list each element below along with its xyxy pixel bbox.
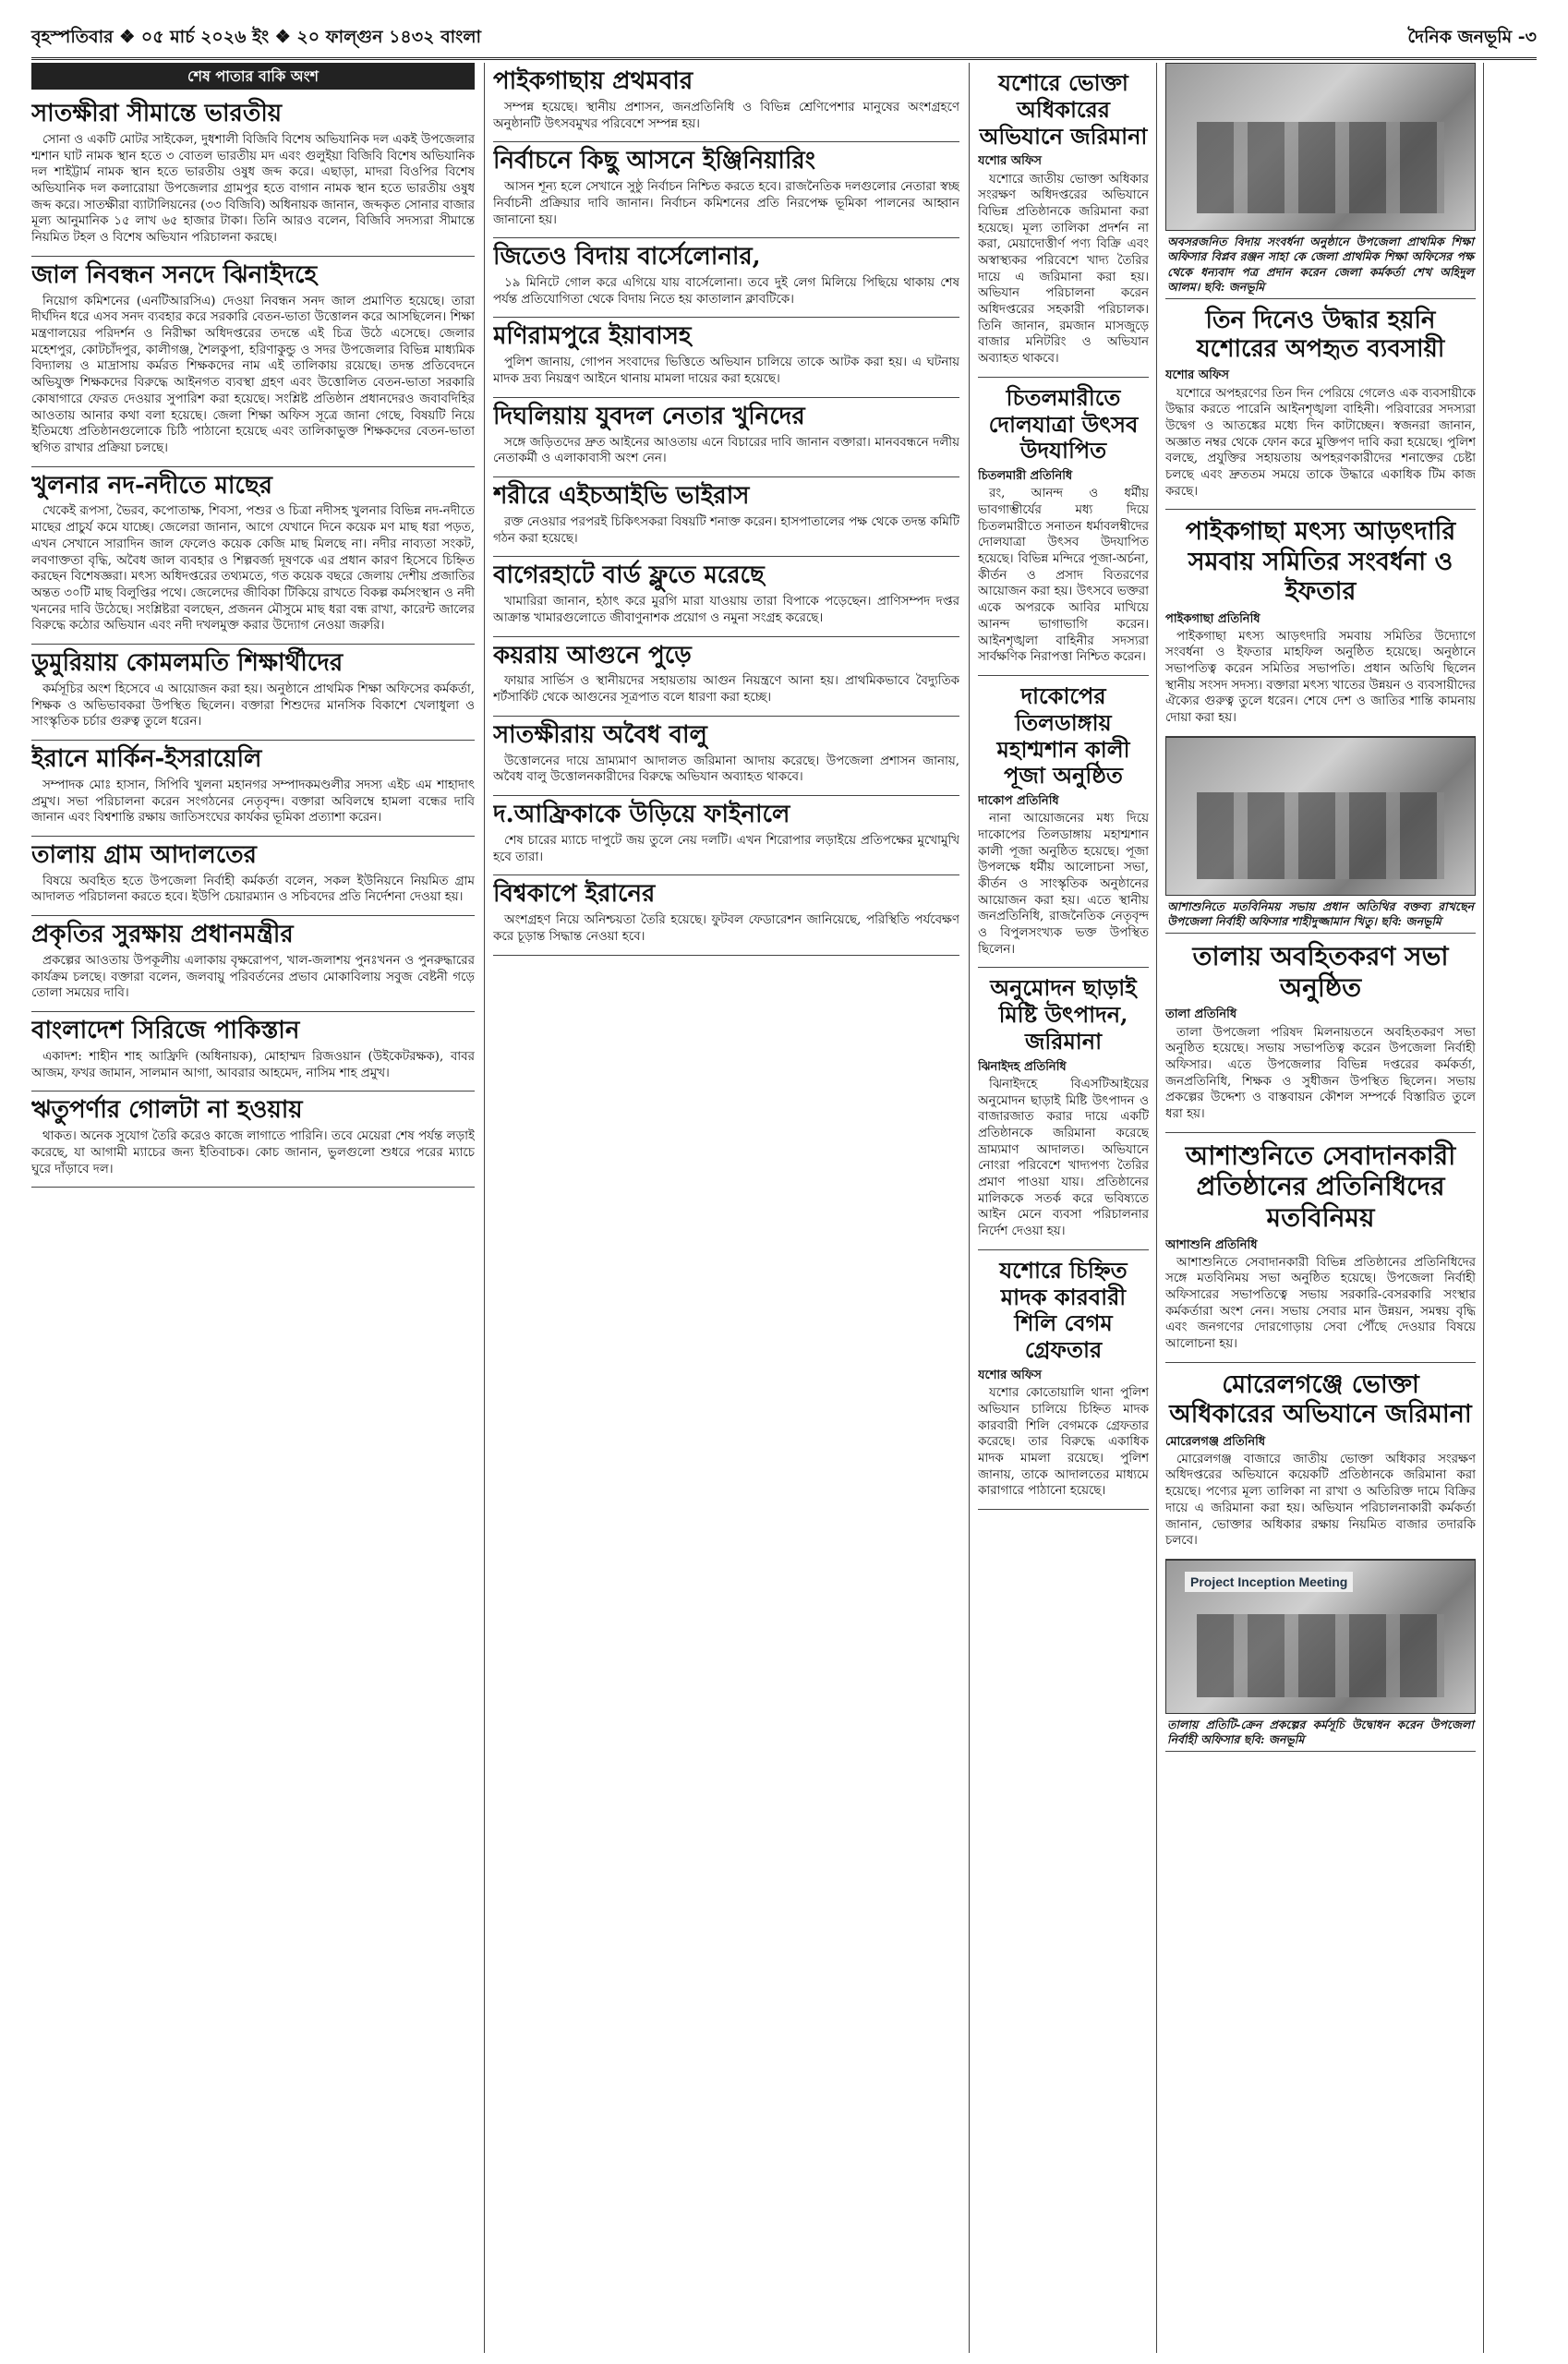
story-ashashuni-meeting — [1165, 1133, 1476, 1363]
news-story — [31, 645, 475, 741]
story-body: পুলিশ জানায়, গোপন সংবাদের ভিত্তিতে অভিযান চালিয়ে তাকে আটক করা হয়। এ ঘটনায় মাদক দ্রব্য নিয়ন্ত্রণ আইনে থানায় মামলা দায়ের করা হয়েছে। — [493, 356, 959, 387]
story-headline: যশোরে চিহ্নিত মাদক কারবারী শিলি বেগম গ্রেফতার — [999, 1256, 1128, 1364]
story-headline: শরীরে এইচআইভি ভাইরাস — [493, 482, 750, 511]
news-story — [31, 467, 475, 645]
news-story — [493, 717, 959, 796]
story-body: প্রকল্পের আওতায় উপকূলীয় এলাকায় বৃক্ষরোপণ, খাল-জলাশয় পুনঃখনন ও পুনরুদ্ধারের কার্যক্রম চলছে। বক্তারা বলেন, জলবায়ু পরিবর্তনের প্রভাব মোকাবিলায় সবুজ বেষ্টনী গড়ে তোলা সময়ের দাবি। — [31, 954, 475, 1001]
story-body: ঝিনাইদহে বিএসটিআইয়ের অনুমোদন ছাড়াই মিষ্টি উৎপাদন ও বাজারজাত করার দায়ে একটি প্রতিষ্ঠানকে জরিমানা করেছে ভ্রাম্যমাণ আদালত। অভিযানে নোংরা পরিবেশে খাদ্যপণ্য তৈরির প্রমাণ পাওয়া যায়। প্রতিষ্ঠানের মালিককে সতর্ক করে ভবিষ্যতে আইন মেনে ব্যবসা পরিচালনার নির্দেশ দেওয়া হয়। — [978, 1077, 1149, 1239]
story-body: যশোরে অপহরণের তিন দিন পেরিয়ে গেলেও এক ব্যবসায়ীকে উদ্ধার করতে পারেনি আইনশৃঙ্খলা বাহিনী। পরিবারের সদস্যরা উদ্বেগ ও আতঙ্কের মধ্যে দিন কাটাচ্ছেন। স্বজনরা জানান, অজ্ঞাত নম্বর থেকে ফোন করে মুক্তিপণ দাবি করা হয়েছে। পুলিশ বলছে, প্রযুক্তির সহায়তায় অপহরণকারীদের শনাক্তের চেষ্টা চলছে এবং দ্রুততম সময়ে তাকে উদ্ধারে একাধিক টিম কাজ করছে। — [1165, 386, 1476, 499]
story-headline: তিন দিনেও উদ্ধার হয়নি যশোরের অপহৃত ব্যবসায়ী — [1196, 307, 1445, 364]
column-5 — [1492, 63, 1559, 2344]
story-headline: বাংলাদেশ সিরিজে পাকিস্তান — [31, 1017, 300, 1045]
story-dateline: যশোর অফিস — [978, 154, 1042, 169]
news-story — [31, 95, 475, 257]
news-story — [493, 142, 959, 238]
column-2 — [493, 63, 959, 2344]
news-story — [978, 378, 1149, 676]
story-body: খেকেই রূপসা, ভৈরব, কপোতাক্ষ, শিবসা, পশুর ও চিত্রা নদীসহ খুলনার বিভিন্ন নদ-নদীতে মাছের প্রাচুর্য কমে যাচ্ছে। জেলেরা জানান, আগে যেখানে দিনে কয়েক মণ মাছ ধরা পড়ত, এখন সেখানে সারাদিন জাল ফেলেও কয়েক কেজি মাছ মিলছে না। নদীর নাব্যতা সংকট, লবণাক্ততা বৃদ্ধি, অবৈধ জাল ব্যবহার ও শিল্পবর্জ্য দূষণকে এর প্রধান কারণ হিসেবে চিহ্নিত করছেন বিশেষজ্ঞরা। মৎস্য অধিদপ্তরের তথ্যমতে, গত কয়েক বছরে জেলায় দেশীয় প্রজাতির অন্তত ৩০টি মাছ বিলুপ্তির পথে। জেলেদের জীবিকা টিকিয়ে রাখতে বিকল্প কর্মসংস্থান ও নদী খননের দাবি উঠেছে। সংশ্লিষ্টরা বলছেন, প্রজনন মৌসুমে মাছ ধরা বন্ধ রাখা, কারেন্ট জালের বিরুদ্ধে কঠোর অভিযান এবং নদী দখলমুক্ত করার উদ্যোগ নেওয়া জরুরি। — [31, 504, 475, 633]
photo-1-caption: অবসরজনিত বিদায় সংবর্ধনা অনুষ্ঠানে উপজেলা প্রাথমিক শিক্ষা অফিসার বিপ্লব রঞ্জন সাহা কে জেলা প্রাথমিক শিক্ষা অফিসের পক্ষ থেকে ধন্যবাদ পত্র প্রদান করেন জেলা কর্মকর্তা শেখ অহিদুল আলম। ছবি: জনভূমি — [1165, 231, 1476, 299]
story-body: যশোরে জাতীয় ভোক্তা অধিকার সংরক্ষণ অধিদপ্তরের অভিযানে বিভিন্ন প্রতিষ্ঠানকে জরিমানা করা হয়েছে। মূল্য তালিকা প্রদর্শন না করা, মেয়াদোত্তীর্ণ পণ্য বিক্রি এবং অস্বাস্থ্যকর পরিবেশে খাদ্য তৈরির দায়ে এ জরিমানা করা হয়। অভিযান পরিচালনা করেন অধিদপ্তরের সহকারী পরিচালক। তিনি জানান, রমজান মাসজুড়ে বাজার মনিটরিং ও অভিযান অব্যাহত থাকবে। — [978, 172, 1149, 367]
story-abducted-trader — [1165, 299, 1476, 510]
story-body: থাকত। অনেক সুযোগ তৈরি করেও কাজে লাগাতে পারিনি। তবে মেয়েরা শেষ পর্যন্ত লড়াই করেছে, যা আগামী ম্যাচের জন্য ইতিবাচক। কোচ জানান, ভুলগুলো শুধরে পরের ম্যাচে ঘুরে দাঁড়াবে দল। — [31, 1129, 475, 1176]
story-dateline: যশোর অফিস — [978, 1369, 1042, 1383]
story-body: একাদশ: শাহীন শাহ আফ্রিদি (অধিনায়ক), মোহাম্মদ রিজওয়ান (উইকেটরক্ষক), বাবর আজম, ফখর জামান, সালমান আগা, আবরার আহমেদ, নাসিম শাহ প্রমুখ। — [31, 1049, 475, 1080]
story-headline: জাল নিবন্ধন সনদে ঝিনাইদহে — [31, 260, 318, 289]
story-body: উত্তোলনের দায়ে ভ্রাম্যমাণ আদালত জরিমানা আদায় করেছে। উপজেলা প্রশাসন জানায়, অবৈধ বালু উত্তোলনকারীদের বিরুদ্ধে অভিযান অব্যাহত থাকবে। — [493, 754, 959, 785]
story-headline: দিঘলিয়ায় যুবদল নেতার খুনিদের — [493, 402, 805, 430]
story-body: সঙ্গে জড়িতদের দ্রুত আইনের আওতায় এনে বিচারের দাবি জানান বক্তারা। মানববন্ধনে দলীয় নেতাকর্মী ও এলাকাবাসী অংশ নেন। — [493, 435, 959, 466]
story-body: সম্পন্ন হয়েছে। স্থানীয় প্রশাসন, জনপ্রতিনিধি ও বিভিন্ন শ্রেণিপেশার মানুষের অংশগ্রহণে অনুষ্ঠানটি উৎসবমুখর পরিবেশে সম্পন্ন হয়। — [493, 100, 959, 131]
news-photo-3 — [1165, 1560, 1476, 1714]
story-headline: বিশ্বকাপে ইরানের — [493, 880, 656, 909]
story-headline: ইরানে মার্কিন-ইসরায়েলি — [31, 744, 262, 773]
news-story — [493, 796, 959, 875]
story-dateline: চিতলমারী প্রতিনিধি — [978, 469, 1073, 484]
news-story — [978, 63, 1149, 378]
story-morrelganj-fine — [1165, 1363, 1476, 1560]
story-body: বিষয়ে অবহিত হতে উপজেলা নির্বাহী কর্মকর্তা বলেন, সকল ইউনিয়নে নিয়মিত গ্রাম আদালত পরিচালনা করতে হবে। ইউপি চেয়ারম্যান ও সচিবদের প্রতি নির্দেশনা দেওয়া হয়। — [31, 874, 475, 905]
story-body: রং, আনন্দ ও ধর্মীয় ভাবগাম্ভীর্যের মধ্য দিয়ে চিতলমারীতে সনাতন ধর্মাবলম্বীদের দোলযাত্রা উৎসব উদযাপিত হয়েছে। বিভিন্ন মন্দিরে পূজা-অর্চনা, কীর্তন ও প্রসাদ বিতরণের আয়োজন করা হয়। উৎসবে ভক্তরা একে অপরকে আবির মাখিয়ে আনন্দ ভাগাভাগি করেন। আইনশৃঙ্খলা বাহিনীর সদস্যরা সার্বক্ষণিক নিরাপত্তা নিশ্চিত করেন। — [978, 487, 1149, 665]
photo-3-banner: Project Inception Meeting — [1185, 1572, 1353, 1592]
news-story — [493, 398, 959, 477]
story-body: পাইকগাছা মৎস্য আড়ৎদারি সমবায় সমিতির উদ্যোগে সংবর্ধনা ও ইফতার মাহফিল অনুষ্ঠিত হয়েছে। অনুষ্ঠানে সভাপতিত্ব করেন সমিতির সভাপতি। প্রধান অতিথি ছিলেন স্থানীয় সংসদ সদস্য। বক্তারা মৎস্য খাতের উন্নয়ন ও ব্যবসায়ীদের ঐক্যের গুরুত্ব তুলে ধরেন। শেষে দেশ ও জাতির শান্তি কামনায় দোয়া করা হয়। — [1165, 629, 1476, 726]
story-headline: মণিরামপুরে ইয়াবাসহ — [493, 322, 692, 351]
news-story — [31, 916, 475, 1012]
story-headline: বাগেরহাটে বার্ড ফ্লুতে মরেছে — [493, 561, 765, 590]
story-headline: প্রকৃতির সুরক্ষায় প্রধানমন্ত্রীর — [31, 921, 294, 949]
story-body: সম্পাদক মোঃ হাসান, সিপিবি খুলনা মহানগর সম্পাদকমণ্ডলীর সদস্য এইচ এম শাহাদাৎ প্রমুখ। সভা পরিচালনা করেন সংগঠনের নেতৃবৃন্দ। বক্তারা অবিলম্বে হামলা বন্ধের দাবি জানান এবং বিশ্বশান্তি রক্ষায় জাতিসংঘের কার্যকর ভূমিকা প্রত্যাশা করেন। — [31, 778, 475, 826]
story-body: আশাশুনিতে সেবাদানকারী বিভিন্ন প্রতিষ্ঠানের প্রতিনিধিদের সঙ্গে মতবিনিময় সভা অনুষ্ঠিত হয়েছে। উপজেলা নির্বাহী অফিসারের সভাপতিত্বে সভায় সরকারি-বেসরকারি সংস্থার কর্মকর্তারা অংশ নেন। সভায় সেবার মান উন্নয়ন, সমন্বয় বৃদ্ধি এবং জনগণের দোরগোড়ায় সেবা পৌঁছে দেওয়ার বিষয়ে আলোচনা হয়। — [1165, 1255, 1476, 1352]
story-headline: ঋতুপর্ণার গোলটা না হওয়ায় — [31, 1096, 303, 1125]
story-dateline: ঝিনাইদহ প্রতিনিধি — [978, 1059, 1067, 1074]
photo-3-caption: তালায় প্রতিটি-ক্রেন প্রকল্পের কর্মসূচি উদ্বোধন করেন উপজেলা নির্বাহী অফিসার ছবি: জনভূমি — [1165, 1714, 1476, 1753]
story-body: আসন শূন্য হলে সেখানে সুষ্ঠু নির্বাচন নিশ্চিত করতে হবে। রাজনৈতিক দলগুলোর নেতারা স্বচ্ছ নির্বাচনী প্রক্রিয়ার দাবি জানান। নির্বাচন কমিশনের প্রতি নিরপেক্ষ ভূমিকা পালনের আহ্বান জানানো হয়। — [493, 180, 959, 227]
page-header — [31, 20, 1537, 60]
news-story — [31, 837, 475, 916]
column-1 — [31, 63, 475, 2344]
story-body: ফায়ার সার্ভিস ও স্থানীয়দের সহায়তায় আগুন নিয়ন্ত্রণে আনা হয়। প্রাথমিকভাবে বৈদ্যুতিক শর্টসার্কিট থেকে আগুনের সূত্রপাত বলে ধারণা করা হচ্ছে। — [493, 674, 959, 706]
story-body: যশোর কোতোয়ালি থানা পুলিশ অভিযান চালিয়ে চিহ্নিত মাদক কারবারী শিলি বেগমকে গ্রেফতার করেছে। তার বিরুদ্ধে একাধিক মাদক মামলা রয়েছে। পুলিশ জানায়, তাকে আদালতের মাধ্যমে কারাগারে পাঠানো হয়েছে। — [978, 1386, 1149, 1499]
story-headline: পাইকগাছায় প্রথমবার — [493, 67, 694, 95]
news-photo-1 — [1165, 63, 1476, 231]
story-headline: নির্বাচনে কিছু আসনে ইঞ্জিনিয়ারিং — [493, 147, 815, 175]
news-story — [978, 968, 1149, 1249]
news-photo-2 — [1165, 737, 1476, 896]
news-story — [493, 875, 959, 955]
story-tala-briefing — [1165, 934, 1476, 1132]
header-masthead: দৈনিক জনভূমি -৩ — [1407, 27, 1537, 47]
news-story — [493, 557, 959, 636]
story-body: রক্ত নেওয়ার পরপরই চিকিৎসকরা বিষয়টি শনাক্ত করেন। হাসপাতালের পক্ষ থেকে তদন্ত কমিটি গঠন করা হয়েছে। — [493, 514, 959, 546]
story-headline: খুলনার নদ-নদীতে মাছের — [31, 471, 272, 500]
news-story — [978, 1250, 1149, 1510]
story-dateline: আশাশুনি প্রতিনিধি — [1165, 1237, 1258, 1252]
story-headline: জিতেও বিদায় বার্সেলোনার, — [493, 243, 761, 271]
news-story — [978, 676, 1149, 969]
story-headline: তালায় অবহিতকরণ সভা অনুষ্ঠিত — [1192, 941, 1449, 1003]
story-headline: ডুমুরিয়ায় কোমলমতি শিক্ষার্থীদের — [31, 648, 344, 677]
story-body: খামারিরা জানান, হঠাৎ করে মুরগি মারা যাওয়ায় তারা বিপাকে পড়েছেন। প্রাণিসম্পদ দপ্তর আক্রান্ত খামারগুলোতে জীবাণুনাশক প্রয়োগ ও নমুনা সংগ্রহ করেছে। — [493, 595, 959, 625]
story-dateline: পাইকগাছা প্রতিনিধি — [1165, 611, 1260, 626]
news-story — [493, 238, 959, 318]
story-dateline: তালা প্রতিনিধি — [1165, 1007, 1237, 1022]
story-headline: সাতক্ষীরা সীমান্তে ভারতীয় — [31, 100, 283, 128]
photo-2-caption: আশাশুনিতে মতবিনিময় সভায় প্রধান অতিথির বক্তব্য রাখছেন উপজেলা নির্বাহী অফিসার শাহীদুজ্জামান খিতু। ছবি: জনভূমি — [1165, 896, 1476, 935]
story-headline: দাকোপের তিলডাঙ্গায় মহাশ্মশান কালী পূজা অনুষ্ঠিত — [996, 681, 1130, 790]
header-date: বৃহস্পতিবার ❖ ০৫ মার্চ ২০২৬ ইং ❖ ২০ ফাল্গুন ১৪৩২ বাংলা — [31, 27, 482, 47]
story-body: কর্মসূচির অংশ হিসেবে এ আয়োজন করা হয়। অনুষ্ঠানে প্রাথমিক শিক্ষা অফিসের কর্মকর্তা, শিক্ষক ও অভিভাবকরা উপস্থিত ছিলেন। বক্তারা শিশুদের মানসিক বিকাশে খেলাধুলা ও সাংস্কৃতিক চর্চার গুরুত্ব তুলে ধরেন। — [31, 681, 475, 730]
news-story — [31, 1092, 475, 1188]
story-dateline: যশোর অফিস — [1165, 368, 1229, 383]
story-headline: সাতক্ষীরায় অবৈধ বালু — [493, 720, 707, 749]
story-body: মোরেলগঞ্জ বাজারে জাতীয় ভোক্তা অধিকার সংরক্ষণ অধিদপ্তরের অভিযানে কয়েকটি প্রতিষ্ঠানকে জরিমানা করা হয়েছে। পণ্যের মূল্য তালিকা না রাখা ও অতিরিক্ত দামে বিক্রির দায়ে এ জরিমানা করা হয়। অভিযান পরিচালনাকারী কর্মকর্তা জানান, ভোক্তার অধিকার রক্ষায় নিয়মিত বাজার তদারকি চলবে। — [1165, 1452, 1476, 1549]
story-body: ১৯ মিনিটে গোল করে এগিয়ে যায় বার্সেলোনা। তবে দুই লেগ মিলিয়ে পিছিয়ে থাকায় শেষ পর্যন্ত প্রতিযোগিতা থেকে বিদায় নিতে হয় কাতালান ক্লাবটিকে। — [493, 276, 959, 307]
story-paikgachha-fish — [1165, 510, 1476, 736]
news-story — [493, 63, 959, 142]
story-headline: মোরেলগঞ্জে ভোক্তা অধিকারের অভিযানে জরিমানা — [1169, 1369, 1472, 1429]
story-body: সোনা ও একটি মোটর সাইকেল, দুধশালী বিজিবি বিশেষ অভিযানিক দল একই উপজেলার শ্মশান ঘাট নামক স্থান হতে ৩ বোতল ভারতীয় মদ এবং গুলুইয়া বিজিবি বিশেষ অভিযানিক দল শাইট্টার্ম নামক স্থান হতে ভারতীয় ওষুধ জব্দ করে। এছাড়া, মাদরা বিওপির বিশেষ অভিযানিক দল কলারোয়া উপজেলার গ্রামপুর হতে বাগান নামক স্থান হতে ভারতীয় ওষুধ জব্দ করে। সাতক্ষীরা ব্যাটালিয়নের (৩৩ বিজিবি) অধিনায়ক জানান, জব্দকৃত সোনার বাজার মূল্য আনুমানিক ১৫ লাখ ৬৫ হাজার টাকা। তিনি আরও বলেন, বিজিবি সদস্যরা সীমান্তে নিয়মিত টহল ও বিশেষ অভিযান পরিচালনা করছে। — [31, 133, 475, 246]
story-headline: পাইকগাছা মৎস্য আড়ৎদারি সমবায় সমিতির সংবর্ধনা ও ইফতার — [1185, 517, 1456, 607]
story-headline: অনুমোদন ছাড়াই মিষ্টি উৎপাদন, জরিমানা — [990, 974, 1137, 1055]
story-body: শেষ চারের ম্যাচে দাপুটে জয় তুলে নেয় দলটি। এখন শিরোপার লড়াইয়ে প্রতিপক্ষের মুখোমুখি হবে তারা। — [493, 833, 959, 864]
column-4 — [1165, 63, 1476, 2344]
story-headline: চিতলমারীতে দোলযাত্রা উৎসব উদযাপিত — [988, 383, 1139, 464]
story-dateline: দাকোপ প্রতিনিধি — [978, 794, 1059, 809]
story-headline: কয়রায় আগুনে পুড়ে — [493, 641, 692, 669]
news-story — [493, 477, 959, 557]
story-body: নিয়োগ কমিশনের (এনটিআরসিএ) দেওয়া নিবন্ধন সনদ জাল প্রমাণিত হয়েছে। তারা দীর্ঘদিন ধরে এসব সনদ ব্যবহার করে সরকারি বেতন-ভাতা উত্তোলন করে আসছিলেন। শিক্ষা মন্ত্রণালয়ের পরিদর্শন ও নিরীক্ষা অধিদপ্তরের তদন্তে এই চিত্র উঠে এসেছে। জেলার মহেশপুর, কোটচাঁদপুর, কালীগঞ্জ, শৈলকুপা, হরিণাকুন্ডু ও সদর উপজেলার বিভিন্ন মাধ্যমিক বিদ্যালয় ও মাদ্রাসায় কর্মরত শিক্ষকদের নাম এই তালিকায় রয়েছে। তদন্ত প্রতিবেদনে অভিযুক্ত শিক্ষকদের বিরুদ্ধে আইনগত ব্যবস্থা গ্রহণ এবং উত্তোলিত বেতন-ভাতা সরকারি কোষাগারে ফেরত দেওয়ার সুপারিশ করা হয়েছে। সংশ্লিষ্ট প্রতিষ্ঠান প্রধানদেরও জবাবদিহির আওতায় আনার কথা বলা হয়েছে। জেলা শিক্ষা অফিস সূত্রে জানা গেছে, বিষয়টি নিয়ে ইতিমধ্যে প্রতিষ্ঠানগুলোকে চিঠি পাঠানো হয়েছে এবং তালিকাভুক্ত শিক্ষকদের বেতন-ভাতা স্থগিত রাখার প্রক্রিয়া চলছে। — [31, 294, 475, 455]
story-body: তালা উপজেলা পরিষদ মিলনায়তনে অবহিতকরণ সভা অনুষ্ঠিত হয়েছে। সভায় সভাপতিত্ব করেন উপজেলা নির্বাহী অফিসার। এতে উপজেলার বিভিন্ন দপ্তরের কর্মকর্তা, জনপ্রতিনিধি, শিক্ষক ও সুধীজন উপস্থিত ছিলেন। সভায় প্রকল্পের উদ্দেশ্য ও বাস্তবায়ন কৌশল সম্পর্কে বিস্তারিত তুলে ধরা হয়। — [1165, 1025, 1476, 1122]
column-3 — [978, 63, 1149, 2344]
news-story — [31, 1012, 475, 1092]
news-story — [493, 637, 959, 717]
story-body: অংশগ্রহণ নিয়ে অনিশ্চয়তা তৈরি হয়েছে। ফুটবল ফেডারেশন জানিয়েছে, পরিস্থিতি পর্যবেক্ষণ করে চূড়ান্ত সিদ্ধান্ত নেওয়া হবে। — [493, 913, 959, 944]
section-bar: শেষ পাতার বাকি অংশ — [31, 63, 475, 90]
news-story — [31, 741, 475, 837]
news-story — [31, 257, 475, 467]
news-story — [493, 318, 959, 397]
story-headline: দ.আফ্রিকাকে উড়িয়ে ফাইনালে — [493, 801, 790, 829]
story-dateline: মোরেলগঞ্জ প্রতিনিধি — [1165, 1434, 1266, 1449]
story-headline: যশোরে ভোক্তা অধিকারের অভিযানে জরিমানা — [979, 69, 1148, 150]
story-headline: আশাশুনিতে সেবাদানকারী প্রতিষ্ঠানের প্রতিনিধিদের মতবিনিময় — [1185, 1140, 1456, 1233]
story-headline: তালায় গ্রাম আদালতের — [31, 840, 257, 869]
story-body: নানা আয়োজনের মধ্য দিয়ে দাকোপের তিলডাঙ্গায় মহাশ্মশান কালী পূজা অনুষ্ঠিত হয়েছে। পূজা উপলক্ষে ধর্মীয় আলোচনা সভা, কীর্তন ও সাংস্কৃতিক অনুষ্ঠানের আয়োজন করা হয়। এতে স্থানীয় জনপ্রতিনিধি, রাজনৈতিক নেতৃবৃন্দ ও বিপুলসংখ্যক ভক্ত উপস্থিত ছিলেন। — [978, 812, 1149, 957]
